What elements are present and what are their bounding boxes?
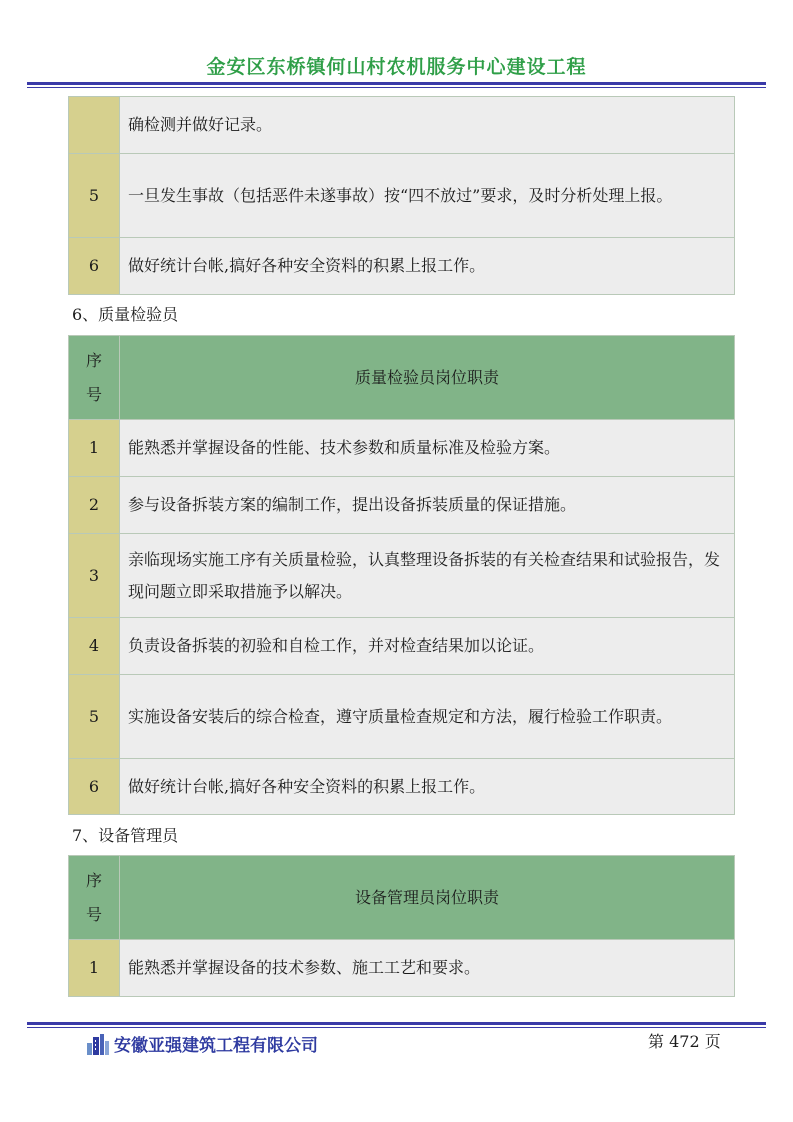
table-row <box>69 154 735 238</box>
column-header-title: 设备管理员岗位职责 <box>120 856 735 940</box>
table-row <box>69 618 735 675</box>
row-number: 5 <box>69 675 120 759</box>
duty-table-continued <box>68 96 735 295</box>
header-rule <box>27 82 766 88</box>
row-number: 2 <box>69 477 120 534</box>
row-text: 能熟悉并掌握设备的性能、技术参数和质量标准及检验方案。 <box>120 420 735 477</box>
row-number: 1 <box>69 420 120 477</box>
column-header-number <box>69 336 120 420</box>
table-row <box>69 940 735 997</box>
column-header-number-line1: 序 <box>85 350 102 370</box>
row-number: 3 <box>69 534 120 618</box>
column-header-number-line2: 号 <box>85 904 102 924</box>
table-row <box>69 675 735 759</box>
row-number: 6 <box>69 238 120 295</box>
duty-table-quality-inspector <box>68 335 735 815</box>
row-text: 参与设备拆装方案的编制工作，提出设备拆装质量的保证措施。 <box>120 477 735 534</box>
footer-rule <box>27 1022 766 1028</box>
page-number: 第 472 页 <box>648 1032 721 1051</box>
row-text: 能熟悉并掌握设备的技术参数、施工工艺和要求。 <box>120 940 735 997</box>
building-logo-icon <box>86 1033 110 1055</box>
footer-company-name: 安徽亚强建筑工程有限公司 <box>114 1036 318 1056</box>
row-text: 确检测并做好记录。 <box>120 97 735 154</box>
row-number: 6 <box>69 759 120 815</box>
table-header-row <box>69 336 735 420</box>
row-text: 负责设备拆装的初验和自检工作，并对检查结果加以论证。 <box>120 618 735 675</box>
row-text: 实施设备安装后的综合检查，遵守质量检查规定和方法，履行检验工作职责。 <box>120 675 735 759</box>
table-row <box>69 534 735 618</box>
document-header-title: 金安区东桥镇何山村农机服务中心建设工程 <box>206 56 587 78</box>
table-row <box>69 477 735 534</box>
section-heading-equipment-manager: 7、设备管理员 <box>72 826 179 845</box>
row-text: 一旦发生事故（包括恶件未遂事故）按“四不放过”要求，及时分析处理上报。 <box>120 154 735 238</box>
row-text: 做好统计台帐,搞好各种安全资料的积累上报工作。 <box>120 238 735 295</box>
column-header-number-line2: 号 <box>85 384 102 404</box>
column-header-number <box>69 856 120 940</box>
table-row <box>69 420 735 477</box>
column-header-number-line1: 序 <box>85 870 102 890</box>
table-row <box>69 759 735 815</box>
row-number <box>69 97 120 154</box>
row-text: 做好统计台帐,搞好各种安全资料的积累上报工作。 <box>120 759 735 815</box>
table-row <box>69 97 735 154</box>
footer-company <box>86 1031 318 1056</box>
row-text: 亲临现场实施工序有关质量检验，认真整理设备拆装的有关检查结果和试验报告，发现问题立即采取措施予以解决。 <box>120 534 735 618</box>
row-number: 1 <box>69 940 120 997</box>
section-heading-quality-inspector: 6、质量检验员 <box>72 305 179 324</box>
table-row <box>69 238 735 295</box>
duty-table-equipment-manager <box>68 855 735 997</box>
column-header-title: 质量检验员岗位职责 <box>120 336 735 420</box>
row-number: 5 <box>69 154 120 238</box>
row-number: 4 <box>69 618 120 675</box>
table-header-row <box>69 856 735 940</box>
